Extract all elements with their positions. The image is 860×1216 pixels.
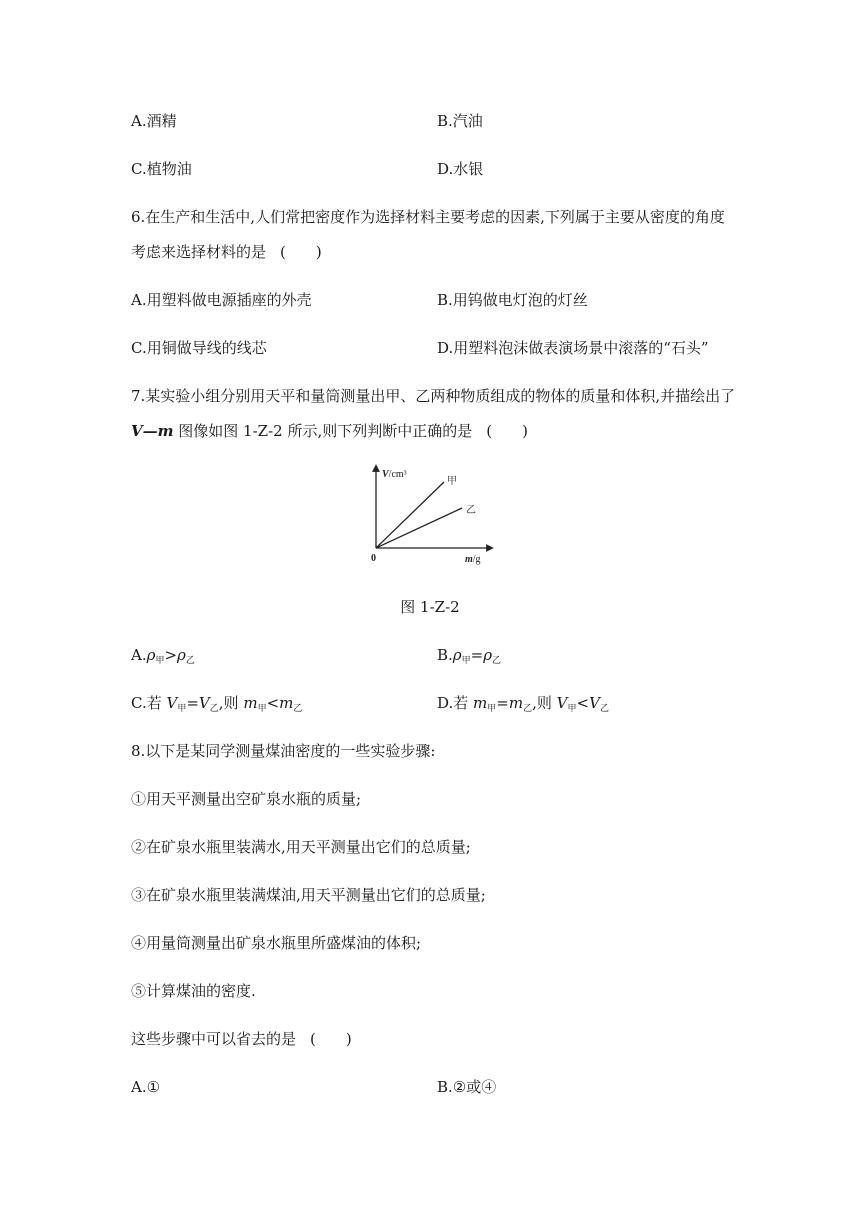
- q7-option-c: C.若 $V_甲=V_乙$,则 $m_甲<m_乙$: [131, 694, 303, 714]
- q6-option-d: D.用塑料泡沫做表演场景中滚落的“石头”: [437, 339, 709, 357]
- q8-question: [131, 1029, 352, 1049]
- q5-option-d: D.水银: [437, 160, 484, 178]
- q7-graph-variable: V—m: [131, 422, 174, 440]
- x-axis-label: m/g: [465, 554, 481, 565]
- q8-step-2: ②在矿泉水瓶里装满水,用天平测量出它们的总质量;: [131, 838, 471, 856]
- q8-step-5: ⑤计算煤油的密度.: [131, 982, 256, 1000]
- origin-label: 0: [371, 553, 376, 564]
- q8-option-b: B.②或④: [437, 1078, 497, 1096]
- figure-caption: 图 1-Z-2: [400, 598, 460, 616]
- q6-option-a: A.用塑料做电源插座的外壳: [131, 291, 312, 309]
- q7-option-a: $A.\rho_甲>\rho_乙$: [131, 646, 195, 666]
- q8-question-text: 这些步骤中可以省去的是: [131, 1030, 297, 1048]
- figure-v-m-graph: [364, 462, 494, 570]
- q6-option-b: B.用钨做电灯泡的灯丝: [437, 291, 588, 309]
- q6-stem-text: 考虑来选择材料的是: [131, 243, 267, 261]
- q8-option-a: A.①: [131, 1078, 161, 1096]
- q6-stem-line2: [131, 242, 322, 262]
- q6-option-c: C.用铜做导线的线芯: [131, 339, 267, 357]
- q7-stem-line2: [131, 421, 528, 441]
- q5-option-a: A.酒精: [131, 112, 177, 130]
- q5-option-c: C.植物油: [131, 160, 192, 178]
- y-axis-label: V/cm³: [382, 469, 407, 480]
- q8-stem: 8.以下是某同学测量煤油密度的一些实验步骤:: [131, 742, 436, 760]
- line-yi: [376, 508, 462, 548]
- q8-step-1: ①用天平测量出空矿泉水瓶的质量;: [131, 790, 362, 808]
- line-jia-label: 甲: [447, 476, 457, 487]
- line-jia: [376, 482, 444, 548]
- q8-step-3: ③在矿泉水瓶里装满煤油,用天平测量出它们的总质量;: [131, 886, 486, 904]
- q6-stem-line1: 6.在生产和生活中,人们常把密度作为选择材料主要考虑的因素,下列属于主要从密度的角度: [131, 208, 725, 226]
- q7-stem-text: 图像如图 1-Z-2 所示,则下列判断中正确的是: [173, 422, 473, 440]
- q5-option-b: B.汽油: [437, 112, 483, 130]
- q7-stem-line1: 7.某实验小组分别用天平和量筒测量出甲、乙两种物质组成的物体的质量和体积,并描绘出了: [131, 387, 736, 405]
- q6-answer-blank: ( ): [280, 243, 322, 261]
- q7-option-d: D.若 $m_甲=m_乙$,则 $V_甲<V_乙$: [437, 694, 609, 714]
- line-yi-label: 乙: [466, 505, 476, 516]
- q8-step-4: ④用量筒测量出矿泉水瓶里所盛煤油的体积;: [131, 934, 422, 952]
- q8-answer-blank: ( ): [310, 1030, 352, 1048]
- q7-option-b: $B.\rho_甲=\rho_乙$: [437, 646, 502, 666]
- q7-answer-blank: ( ): [486, 422, 528, 440]
